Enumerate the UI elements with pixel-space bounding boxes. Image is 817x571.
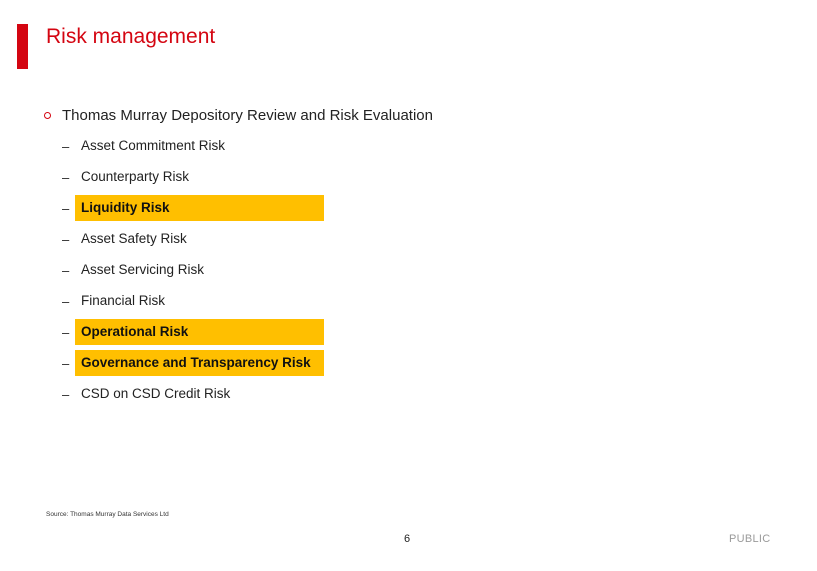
title-accent-bar [17,24,28,69]
page-number: 6 [404,533,411,545]
list-item [62,164,324,190]
source-note: Source: Thomas Murray Data Services Ltd [46,511,169,518]
list-item [62,133,324,159]
dash-icon: – [62,386,70,402]
list-item-label: Counterparty Risk [81,169,190,184]
list-item-label: CSD on CSD Credit Risk [81,386,231,401]
slide-title: Risk management [46,25,216,48]
dash-icon: – [62,355,70,371]
dash-icon: – [62,262,70,278]
list-item [62,257,324,283]
list-item-label: Asset Servicing Risk [81,262,205,277]
main-bullet [44,105,433,125]
list-item-label: Liquidity Risk [75,195,324,221]
list-item [62,381,324,407]
list-item [62,226,324,252]
dash-icon: – [62,138,70,154]
risk-categories-list [62,133,324,412]
list-item-highlighted [62,195,324,221]
classification-label: PUBLIC [729,533,771,545]
dash-icon: – [62,231,70,247]
list-item-label: Financial Risk [81,293,166,308]
bullet-circle-icon [44,112,51,119]
dash-icon: – [62,200,70,216]
dash-icon: – [62,293,70,309]
list-item-label: Operational Risk [75,319,324,345]
list-item-highlighted [62,319,324,345]
dash-icon: – [62,324,70,340]
list-item-label: Governance and Transparency Risk [75,350,324,376]
main-bullet-text: Thomas Murray Depository Review and Risk Evaluation [62,106,433,124]
list-item-label: Asset Safety Risk [81,231,187,246]
dash-icon: – [62,169,70,185]
list-item [62,288,324,314]
list-item-label: Asset Commitment Risk [81,138,226,153]
list-item-highlighted [62,350,324,376]
